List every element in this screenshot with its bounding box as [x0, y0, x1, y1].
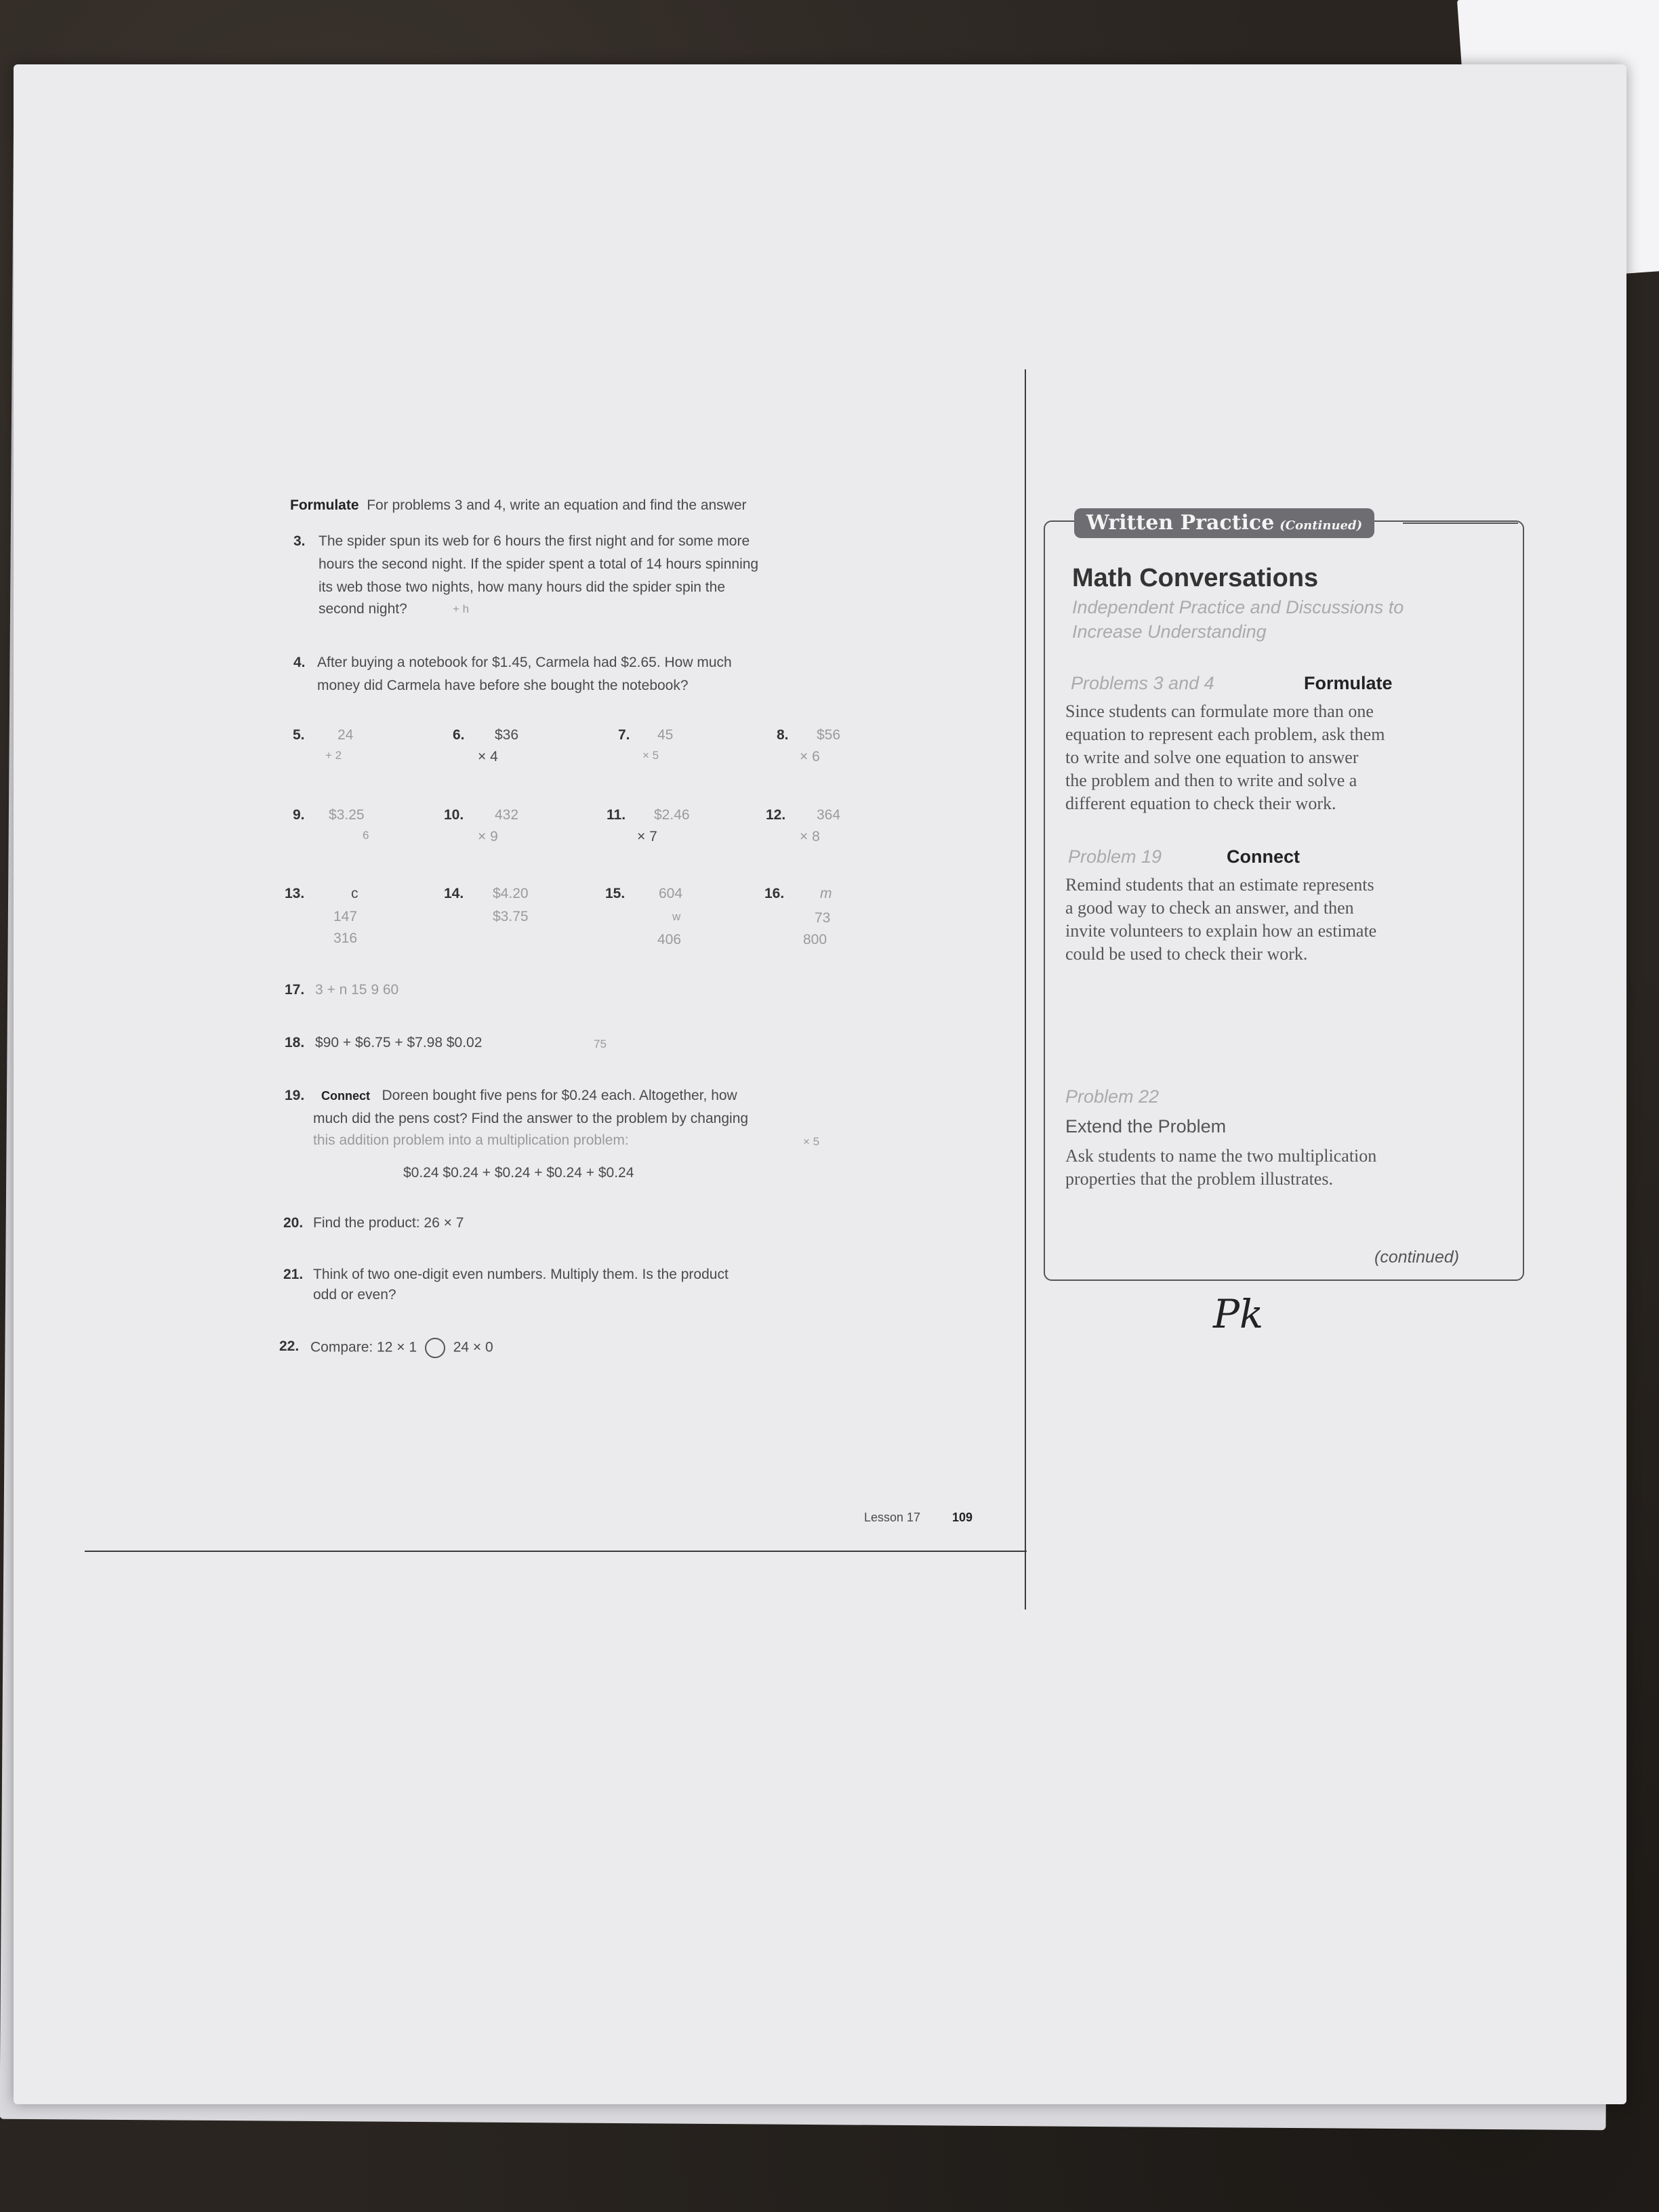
- compare-circle-icon: [425, 1338, 445, 1358]
- s1-line-5: different equation to check their work.: [1065, 794, 1336, 813]
- problem-10-bottom: × 9: [478, 829, 498, 844]
- problem-9-number: 9.: [293, 807, 305, 823]
- problem-16-a: m: [820, 886, 832, 901]
- s1-line-1: Since students can formulate more than one: [1065, 701, 1374, 721]
- problem-6-number: 6.: [453, 727, 465, 743]
- math-conversations-title: Math Conversations: [1072, 564, 1319, 592]
- problem-16-number: 16.: [764, 886, 785, 901]
- s2-line-4: could be used to check their work.: [1065, 944, 1308, 964]
- problem-7-top: 45: [657, 727, 674, 743]
- problem-16-b: 73: [815, 910, 831, 926]
- continued-label: (continued): [1374, 1248, 1460, 1267]
- s2-label: Connect: [1227, 846, 1300, 867]
- formulate-label: Formulate: [290, 497, 359, 513]
- s3-line-2: properties that the problem illustrates.: [1065, 1169, 1333, 1189]
- s3-line-1: Ask students to name the two multiplication: [1065, 1146, 1377, 1166]
- s2-line-3: invite volunteers to explain how an estimate: [1065, 921, 1377, 941]
- problem-11-number: 11.: [607, 807, 626, 823]
- problem-19-label: Connect: [321, 1089, 370, 1103]
- problem-11-bottom: × 7: [637, 829, 657, 844]
- badge-line: [1403, 523, 1518, 524]
- problem-18-number: 18.: [285, 1035, 305, 1050]
- problem-6-bottom: × 4: [478, 749, 498, 764]
- problem-13-number: 13.: [285, 886, 305, 901]
- problem-11-top: $2.46: [654, 807, 690, 823]
- problem-19-hint: × 5: [803, 1135, 820, 1148]
- problem-22-number: 22.: [279, 1338, 300, 1354]
- problem-17-text: 3 + n 15 9 60: [315, 982, 399, 998]
- problem-9-top: $3.25: [329, 807, 365, 823]
- problem-6-top: $36: [495, 727, 519, 743]
- problem-19-line-2: much did the pens cost? Find the answer to the problem by changing: [313, 1111, 749, 1126]
- problem-3-line-3: its web those two nights, how many hours did the spider spin the: [319, 579, 725, 595]
- problem-4-line-2: money did Carmela have before she bought the notebook?: [317, 678, 689, 693]
- problem-4-number: 4.: [293, 655, 306, 670]
- problem-18-tail: 75: [594, 1038, 607, 1050]
- s2-faded-heading: Problem 19: [1068, 846, 1162, 867]
- problem-20-number: 20.: [283, 1215, 304, 1231]
- problem-8-top: $56: [817, 727, 841, 743]
- problem-18-text: $90 + $6.75 + $7.98 $0.02: [315, 1035, 483, 1050]
- problem-3-hint: + h: [453, 602, 470, 615]
- problem-12-number: 12.: [766, 807, 786, 823]
- problem-22-suffix: 24 × 0: [453, 1339, 493, 1355]
- problem-16-c: 800: [803, 932, 827, 947]
- problem-4-line-1: After buying a notebook for $1.45, Carmela had $2.65. How much: [317, 655, 732, 670]
- problem-10-number: 10.: [444, 807, 464, 823]
- formulate-instruction: [290, 497, 747, 514]
- s2-line-1: Remind students that an estimate represents: [1065, 875, 1374, 895]
- column-divider: [1025, 369, 1026, 1610]
- s3-faded-heading: Problem 22: [1065, 1086, 1160, 1107]
- s3-label: Extend the Problem: [1065, 1116, 1227, 1136]
- problem-14-number: 14.: [444, 886, 464, 901]
- problem-7-bottom: × 5: [642, 749, 659, 762]
- problem-15-b: w: [672, 910, 681, 923]
- badge-sub: (Continued): [1279, 518, 1363, 533]
- problem-5-bottom: + 2: [325, 749, 342, 762]
- problem-22-text: [310, 1338, 493, 1358]
- problem-21-number: 21.: [283, 1267, 304, 1282]
- problem-8-bottom: × 6: [800, 749, 820, 764]
- problem-15-number: 15.: [605, 886, 626, 901]
- problem-19-line-3: this addition problem into a multiplication problem:: [313, 1132, 629, 1148]
- s2-line-2: a good way to check an answer, and then: [1065, 898, 1354, 918]
- s1-faded-heading: Problems 3 and 4: [1071, 673, 1214, 693]
- footer-page: 109: [952, 1511, 973, 1524]
- problem-14-a: $4.20: [493, 886, 529, 901]
- problem-14-b: $3.75: [493, 909, 529, 924]
- problem-3-number: 3.: [293, 533, 306, 549]
- problem-20-text: Find the product: 26 × 7: [313, 1215, 464, 1231]
- written-practice-badge: [1074, 508, 1374, 538]
- problem-9-bottom: 6: [363, 829, 369, 842]
- s1-line-3: to write and solve one equation to answer: [1065, 747, 1359, 767]
- problem-17-number: 17.: [285, 982, 305, 998]
- s1-line-4: the problem and then to write and solve a: [1065, 771, 1357, 790]
- problem-19-number: 19.: [285, 1088, 305, 1103]
- problem-5-top: 24: [337, 727, 354, 743]
- problem-19-expression: $0.24 $0.24 + $0.24 + $0.24 + $0.24: [403, 1165, 634, 1181]
- problem-3-line-4: second night?: [319, 601, 407, 617]
- problem-15-c: 406: [657, 932, 682, 947]
- problem-8-number: 8.: [777, 727, 789, 743]
- problem-13-a: c: [351, 886, 359, 901]
- problem-19-line-1-text: Doreen bought five pens for $0.24 each. Altogether, how: [382, 1088, 737, 1103]
- problem-5-number: 5.: [293, 727, 305, 743]
- handwritten-initials: Pk: [1213, 1291, 1264, 1337]
- formulate-text: For problems 3 and 4, write an equation and find the answer: [367, 497, 747, 513]
- footer-rule: [85, 1551, 1027, 1552]
- problem-13-c: 316: [333, 930, 358, 946]
- problem-19-line-1: [321, 1087, 737, 1105]
- s1-line-2: equation to represent each problem, ask them: [1065, 724, 1385, 744]
- problem-22-prefix: Compare: 12 × 1: [310, 1339, 417, 1355]
- footer-lesson: Lesson 17: [864, 1511, 921, 1524]
- badge-title: Written Practice: [1086, 511, 1275, 535]
- problem-13-b: 147: [333, 909, 358, 924]
- subtitle-line-2: Increase Understanding: [1072, 621, 1267, 642]
- problem-21-line-2: odd or even?: [313, 1287, 396, 1303]
- problem-15-a: 604: [659, 886, 683, 901]
- problem-21-line-1: Think of two one-digit even numbers. Multiply them. Is the product: [313, 1267, 729, 1282]
- problem-12-bottom: × 8: [800, 829, 820, 844]
- problem-7-number: 7.: [618, 727, 630, 743]
- s1-label: Formulate: [1304, 673, 1393, 693]
- problem-3-line-1: The spider spun its web for 6 hours the first night and for some more: [319, 533, 750, 549]
- problem-10-top: 432: [495, 807, 519, 823]
- problem-3-line-2: hours the second night. If the spider spent a total of 14 hours spinning: [319, 556, 759, 572]
- problem-12-top: 364: [817, 807, 841, 823]
- subtitle-line-1: Independent Practice and Discussions to: [1072, 597, 1404, 617]
